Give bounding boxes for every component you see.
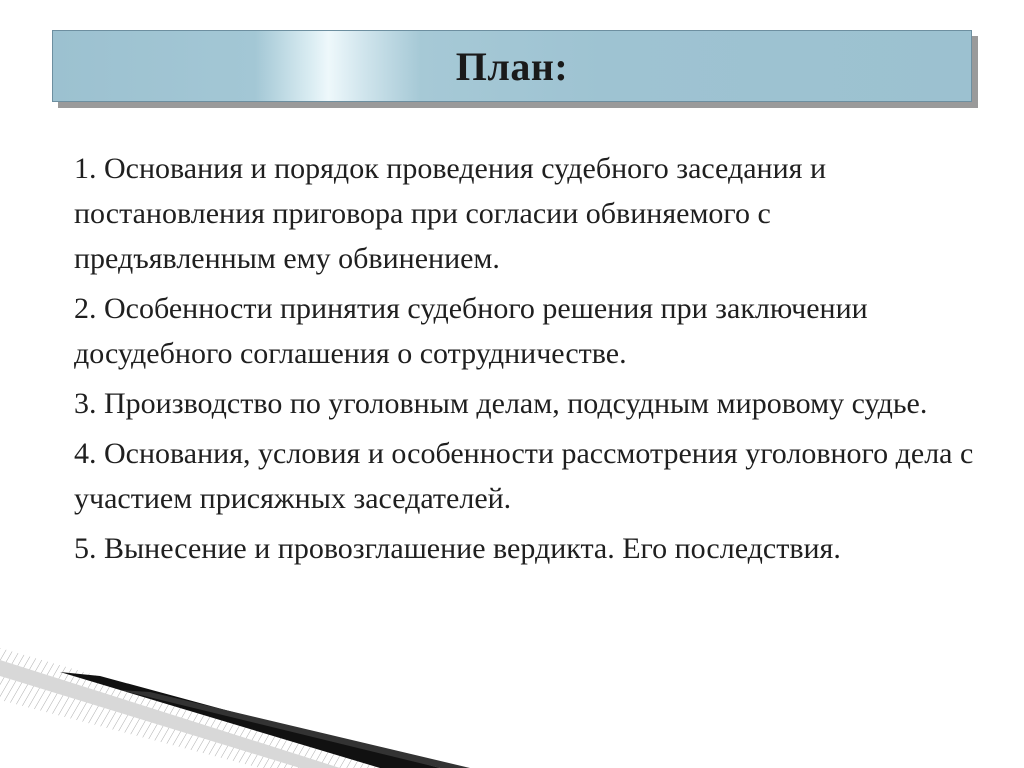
- plan-item-3: 3. Производство по уголовным делам, подсудным мировому судье.: [74, 387, 928, 420]
- plan-item-1: 1. Основания и порядок проведения судебного заседания и постановления приговора при согласии обвиняемого с предъявленным ему обвинением.: [74, 152, 827, 275]
- plan-item-5: 5. Вынесение и провозглашение вердикта. Его последствия.: [74, 532, 841, 565]
- title-banner: [52, 30, 972, 102]
- slide-title: План:: [455, 43, 569, 89]
- plan-item-4: 4. Основания, условия и особенности рассмотрения уголовного дела с участием присяжных заседателей.: [74, 437, 974, 515]
- plan-list: [74, 146, 974, 576]
- plan-item-2: 2. Особенности принятия судебного решения при заключении досудебного соглашения о сотрудничестве.: [74, 292, 868, 370]
